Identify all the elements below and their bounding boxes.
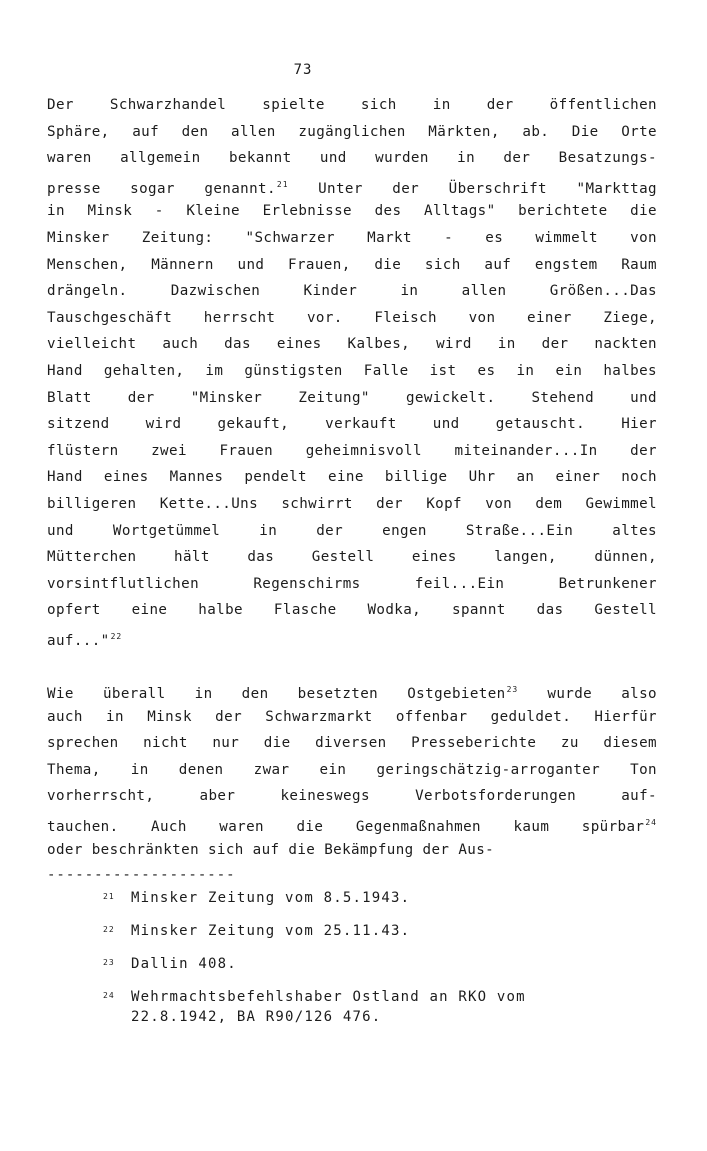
footnote — [103, 888, 643, 908]
line-text: auch in Minsk der Schwarzmarkt offenbar geduldet. Hierfür — [47, 708, 657, 725]
text-line — [47, 783, 657, 810]
line-text: in Minsk - Kleine Erlebnisse des Alltags" berichtete die — [47, 203, 657, 220]
text-line — [47, 225, 657, 252]
line-text: oder beschränkten sich auf die Bekämpfung der Aus- — [47, 841, 495, 858]
text-line — [47, 305, 657, 332]
line-text: Mütterchen hält das Gestell eines langen, dünnen, — [47, 549, 657, 566]
text-line — [47, 385, 657, 412]
footnote-text: Minsker Zeitung vom 8.5.1943. — [131, 890, 411, 906]
line-text: presse sogar genannt. — [47, 180, 276, 197]
text-line — [47, 491, 657, 518]
text-line — [47, 358, 657, 385]
footnote-number: 23 — [103, 958, 115, 967]
text-line — [47, 331, 657, 358]
footnote-divider: -------------------- — [47, 867, 236, 883]
footnotes — [103, 888, 643, 1040]
text-line — [47, 810, 657, 837]
line-text: vorsintflutlichen Regenschirms feil...Ein Betrunkener — [47, 575, 657, 592]
line-text: vorherrscht, aber keineswegs Verbotsforderungen auf- — [47, 788, 657, 805]
text-line — [47, 571, 657, 598]
footnote — [103, 987, 643, 1027]
footnote-reference: 23 — [506, 685, 519, 695]
line-text: sitzend wird gekauft, verkauft und getauscht. Hier — [47, 416, 657, 433]
line-text: flüstern zwei Frauen geheimnisvoll miteinander...In der — [47, 442, 657, 459]
text-line — [47, 438, 657, 465]
line-text: billigeren Kette...Uns schwirrt der Kopf von dem Gewimmel — [47, 495, 657, 512]
text-line — [47, 198, 657, 225]
line-text: Hand gehalten, im günstigsten Falle ist es in ein halbes — [47, 362, 657, 379]
line-text-continued: Unter der Überschrift "Markttag — [318, 180, 657, 197]
line-text: Sphäre, auf den allen zugänglichen Märkten, ab. Die Orte — [47, 123, 657, 140]
text-line — [47, 757, 657, 784]
line-text-continued: wurde also — [547, 686, 657, 703]
line-text: waren allgemein bekannt und wurden in der Besatzungs- — [47, 150, 657, 167]
footnote-text: Minsker Zeitung vom 25.11.43. — [131, 923, 411, 939]
page-number: 73 — [293, 62, 313, 78]
line-text: Minsker Zeitung: "Schwarzer Markt - es wimmelt von — [47, 229, 657, 246]
line-text: sprechen nicht nur die diversen Presseberichte zu diesem — [47, 735, 657, 752]
text-line — [47, 544, 657, 571]
text-line — [47, 119, 657, 146]
line-text: tauchen. Auch waren die Gegenmaßnahmen kaum spürbar — [47, 819, 645, 836]
footnote-number: 22 — [103, 925, 115, 934]
footnote-number: 24 — [103, 991, 115, 1000]
line-text: Thema, in denen zwar ein geringschätzig-arroganter Ton — [47, 761, 657, 778]
footnote-number: 21 — [103, 892, 115, 901]
line-text: Menschen, Männern und Frauen, die sich auf engstem Raum — [47, 256, 657, 273]
text-line — [47, 411, 657, 438]
line-text: opfert eine halbe Flasche Wodka, spannt das Gestell — [47, 602, 657, 619]
line-text: Hand eines Mannes pendelt eine billige Uhr an einer noch — [47, 469, 657, 486]
text-line — [47, 730, 657, 757]
text-line — [47, 518, 657, 545]
text-line — [47, 464, 657, 491]
line-text: Der Schwarzhandel spielte sich in der öffentlichen — [47, 97, 657, 113]
line-text: und Wortgetümmel in der engen Straße...Ein altes — [47, 522, 657, 539]
line-text: Wie überall in den besetzten Ostgebieten — [47, 686, 506, 703]
paragraph-2 — [47, 677, 657, 863]
text-line — [47, 837, 657, 864]
text-line — [47, 677, 657, 704]
line-text: vielleicht auch das eines Kalbes, wird in der nackten — [47, 336, 657, 353]
line-text: Blatt der "Minsker Zeitung" gewickelt. Stehend und — [47, 389, 657, 406]
footnote-text: Wehrmachtsbefehlshaber Ostland an RKO vom 22.8.1942, BA R90/126 476. — [131, 989, 526, 1025]
text-line — [47, 172, 657, 199]
paragraph-1 — [47, 92, 657, 650]
text-line — [47, 92, 657, 119]
text-line — [47, 704, 657, 731]
footnote-text: Dallin 408. — [131, 956, 237, 972]
text-line — [47, 252, 657, 279]
text-line — [47, 145, 657, 172]
text-line — [47, 624, 657, 651]
footnote-reference: 21 — [276, 179, 289, 189]
line-text: drängeln. Dazwischen Kinder in allen Größen...Das — [47, 283, 657, 300]
body-text — [47, 92, 657, 863]
text-line — [47, 278, 657, 305]
footnote — [103, 921, 643, 941]
line-text: Tauschgeschäft herrscht vor. Fleisch von einer Ziege, — [47, 309, 657, 326]
footnote-reference: 22 — [110, 631, 123, 641]
line-text: auf..." — [47, 632, 110, 649]
footnote — [103, 954, 643, 974]
text-line — [47, 597, 657, 624]
footnote-reference: 24 — [645, 818, 657, 828]
